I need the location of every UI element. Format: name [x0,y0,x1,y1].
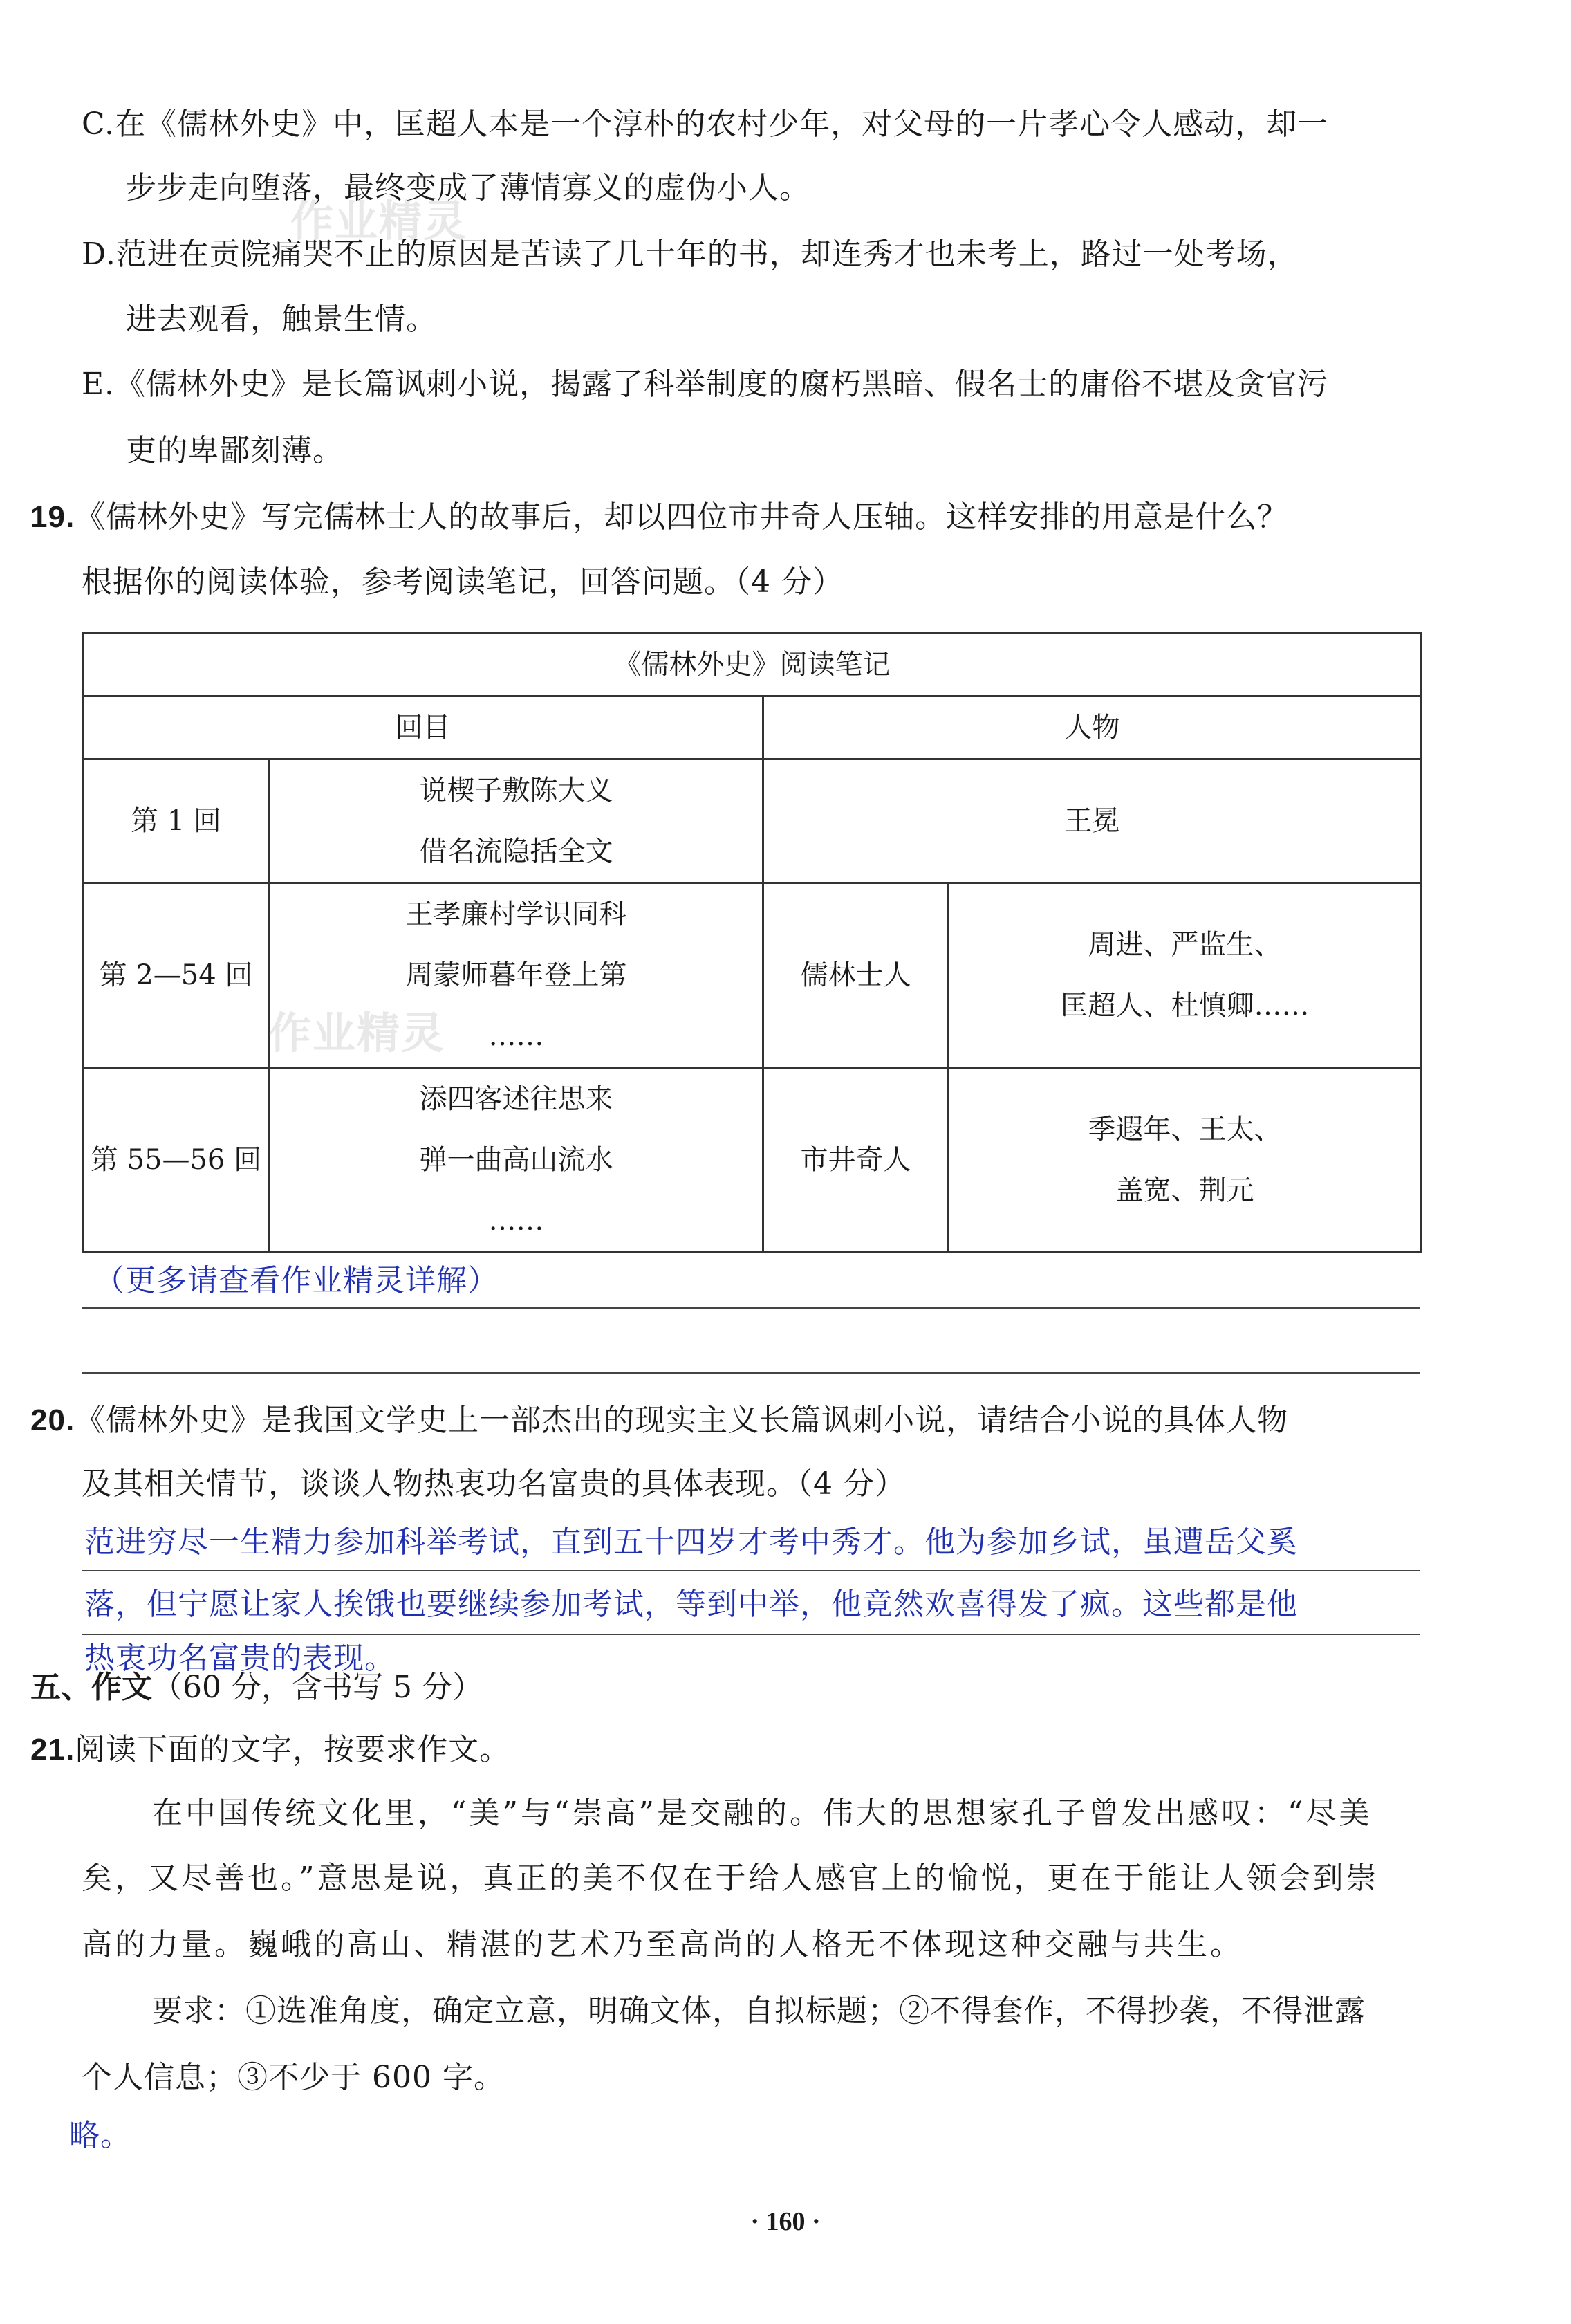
q20-answer-line2: 落，但宁愿让家人挨饿也要继续参加考试，等到中举，他竟然欢喜得发了疯。这些都是他 [84,1587,1298,1622]
option-d-line1: D.范进在贡院痛哭不止的原因是苦读了几十年的书，却连秀才也未考上，路过一处考场， [82,237,1299,272]
row1-titles [270,759,763,883]
section-five-heading [30,1667,483,1708]
answer-rule [82,1307,1420,1309]
question-number: 21. [30,1733,75,1767]
q21-passage-line1: 在中国传统文化里，“美”与“崇高”是交融的。伟大的思想家孔子曾发出感叹：“尽美 [152,1796,1373,1831]
option-c-line2: 步步走向堕落，最终变成了薄情寡义的虚伪小人。 [126,170,810,205]
row2-title2: 周蒙师暮年登上第 [405,959,627,991]
row2-group: 儒林士人 [763,883,949,1068]
row3-title3: …… [488,1205,544,1237]
question-19-line2: 根据你的阅读体验，参考阅读笔记，回答问题。（4 分） [82,564,844,600]
question-21 [30,1729,510,1771]
question-20 [30,1400,1288,1441]
option-e-line1: E.《儒林外史》是长篇讽刺小说，揭露了科举制度的腐朽黑暗、假名士的庸俗不堪及贪官污 [82,367,1329,402]
q21-requirements-line2: 个人信息；③不少于 600 字。 [82,2060,505,2095]
option-c-line1: C.在《儒林外史》中，匡超人本是一个淳朴的农村少年，对父母的一片孝心令人感动，却一 [82,107,1329,142]
question-21-text: 阅读下面的文字，按要求作文。 [75,1732,511,1767]
q20-answer-line1: 范进穷尽一生精力参加科举考试，直到五十四岁才考中秀才。他为参加乡试，虽遭岳父奚 [84,1524,1298,1560]
row2-titles [270,883,763,1068]
q21-answer: 略。 [69,2118,131,2153]
row2-title3: …… [488,1020,544,1052]
question-20-text: 《儒林外史》是我国文学史上一部杰出的现实主义长篇讽刺小说，请结合小说的具体人物 [75,1403,1289,1438]
row3-label: 第 55—56 回 [83,1068,270,1253]
reading-notes-table [82,632,1422,1253]
row3-titles [270,1068,763,1253]
header-person: 人物 [763,697,1422,759]
page-number: · 160 · [750,2207,821,2236]
q19-answer: （更多请查看作业精灵详解） [94,1263,499,1298]
row2-title1: 王孝廉村学识同科 [405,898,627,930]
q21-passage-line2: 矣，又尽善也。”意思是说，真正的美不仅在于给人感官上的愉悦，更在于能让人领会到崇 [82,1861,1379,1896]
watermark: 作业精灵 [290,196,468,246]
section-points: （60 分，含书写 5 分） [152,1670,483,1705]
question-20-line2: 及其相关情节，谈谈人物热衷功名富贵的具体表现。（4 分） [82,1466,906,1502]
option-e-line2: 吏的卑鄙刻薄。 [126,433,344,468]
row3-title1: 添四客述往思来 [419,1083,613,1115]
q21-requirements-line1: 要求：①选准角度，确定立意，明确文体，自拟标题；②不得套作，不得抄袭，不得泄露 [152,1993,1366,2029]
answer-rule [82,1372,1420,1374]
row3-persons [949,1068,1422,1253]
q21-passage-line3: 高的力量。巍峨的高山、精湛的艺术乃至高尚的人格无不体现这种交融与共生。 [82,1927,1243,1962]
row2-person1: 周进、严监生、 [1088,929,1282,961]
question-19 [30,497,1288,538]
row1-title1: 说楔子敷陈大义 [419,775,613,806]
header-chapter: 回目 [83,697,763,759]
question-19-text: 《儒林外史》写完儒林士人的故事后，却以四位市井奇人压轴。这样安排的用意是什么？ [75,499,1289,535]
row1-label: 第 1 回 [83,759,270,883]
row3-group: 市井奇人 [763,1068,949,1253]
answer-rule [82,1634,1420,1635]
table-title: 《儒林外史》阅读笔记 [83,634,1422,697]
row3-title2: 弹一曲高山流水 [419,1144,613,1176]
row1-person: 王冕 [763,759,1422,883]
answer-rule [82,1570,1420,1571]
section-title: 五、作文 [30,1670,152,1705]
row2-label: 第 2—54 回 [83,883,270,1068]
question-number: 20. [30,1403,75,1437]
row3-person2: 盖宽、荆元 [1115,1174,1254,1206]
row3-person1: 季遐年、王太、 [1088,1114,1282,1145]
question-number: 19. [30,500,75,534]
q20-answer-line3: 热衷功名富贵的表现。 [84,1641,396,1676]
row2-persons [949,883,1422,1068]
watermark: 作业精灵 [268,1008,446,1058]
row2-person2: 匡超人、杜慎卿…… [1060,990,1310,1022]
option-d-line2: 进去观看，触景生情。 [126,302,437,337]
row1-title2: 借名流隐括全文 [419,836,613,867]
